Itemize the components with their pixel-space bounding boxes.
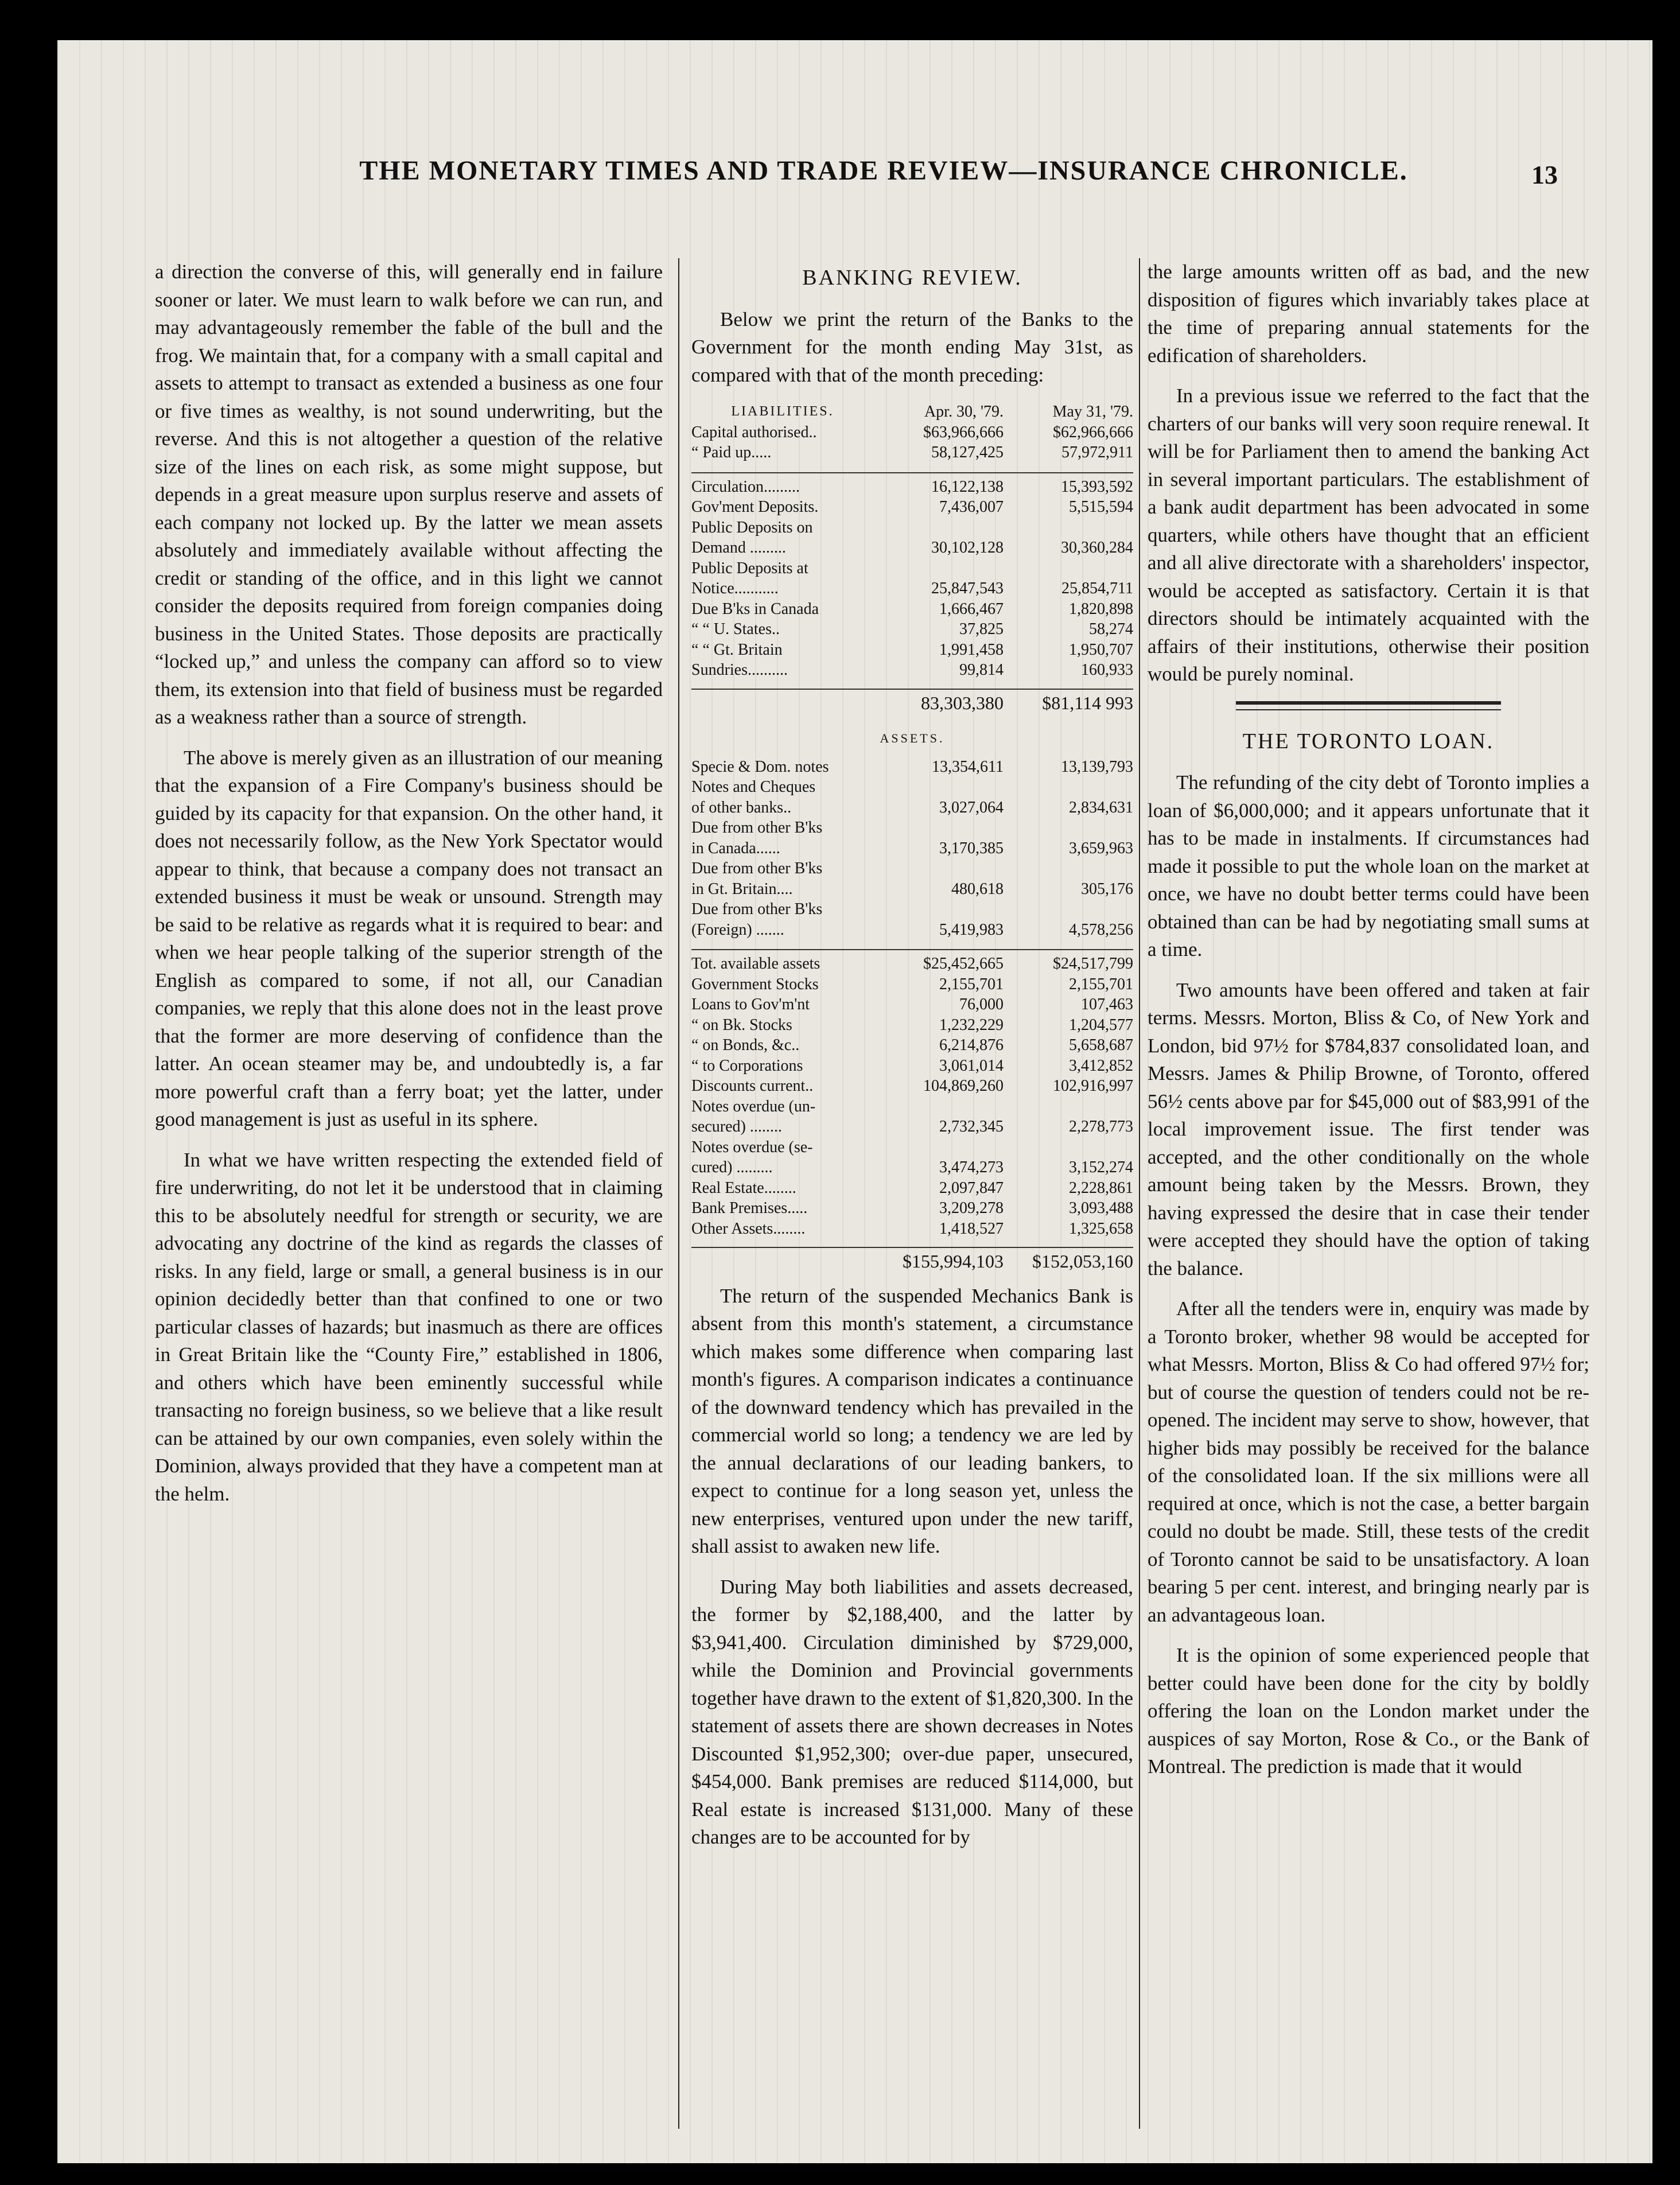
column-middle [691,258,1133,1864]
table-cell: 13,354,611 [932,757,1004,776]
table-cell: 480,618 [951,880,1004,898]
table-cell: 3,170,385 [939,839,1004,857]
table-row-label: “ on Bonds, &c.. [691,1036,800,1054]
table-cell: $81,114 993 [1042,692,1133,713]
table-row-label: Public Deposits at [691,559,808,577]
table-row-label: Notice........... [691,580,779,597]
table-row [691,974,1133,995]
column-left [155,258,663,1521]
table-cell: 104,869,260 [923,1077,1004,1095]
page-number: 13 [1531,160,1558,189]
table-cell: 83,303,380 [921,692,1004,713]
table-row [691,899,1133,920]
table-cell: 2,228,861 [1069,1179,1133,1197]
article-paragraph: The return of the suspended Mechanics Bank is absent from this month's statement, a circumstance which makes some difference when comparing last month's figures. A comparison indicates a continuance of the downward tendency which has prevailed in the commercial world so long; a tendency we are led by the annual declarations of our leading bankers, to expect to continue for a long season yet, unless the new enterprises, ventured upon under the new tariff, shall assist to awaken new life. [691,1284,1133,1557]
table-heading-liabilities: LIABILITIES. [731,404,834,419]
table-row [691,1117,1133,1137]
section-heading-banking-review: BANKING REVIEW. [802,266,1022,290]
table-cell: 1,418,527 [939,1219,1004,1238]
table-cell: 13,139,793 [1061,757,1133,776]
table-row [691,1178,1133,1199]
table-row-label: “ Paid up..... [691,444,772,461]
table-row-label: Capital authorised.. [691,423,817,441]
column-header-may: May 31, '79. [1052,403,1133,421]
capital-rows [691,422,1133,463]
table-row [691,1056,1133,1076]
table-cell: 3,027,064 [939,798,1004,817]
table-row-label: Sundries.......... [691,661,788,679]
table-row [691,818,1133,838]
table-cell: 2,834,631 [1069,798,1133,817]
table-cell: $24,517,799 [1053,955,1133,973]
table-cell: 1,325,658 [1069,1219,1133,1238]
table-row [691,858,1133,879]
article-paragraph: After all the tenders were in, enquiry was made by a Toronto broker, whether 98 would be accepted for what Messrs. Morton, Bliss & Co had offered 97½ for; but of course the question of tenders could not be re-opened. The incident may serve to show, however, that higher bids may possibly be received for the balance of the consolidated loan. If the six millions were all required at once, which is not the case, a better bargain could no doubt be made. Still, these tests of the credit of Toronto cannot be said to be unsatisfactory. A loan bearing 5 per cent. interest, and bringing nearly par is an advantageous loan. [1148,1297,1589,1626]
table-cell: 107,463 [1081,996,1133,1013]
table-row-label: Specie & Dom. notes [691,757,829,776]
column-divider [1139,258,1140,2129]
table-row [691,1076,1133,1097]
article-paragraph: a direction the converse of this, will generally end in failure sooner or later. We must learn to walk before we can run, and may advantageously remember the fable of the bull and the frog. We maintain that, for a company with a small capital and assets to attempt to transact as extended a business as one four or five times as wealthy, is not sound underwriting, but the reverse. And this is not altogether a question of the relative size of the lines on each risk, as some might suppose, but depends in a great measure upon surplus reserve and assets of each company not locked up. By the latter we mean assets absolutely and immediately available without affecting the credit or standing of the office, and in this light we cannot consider the deposits required from foreign companies doing business in the United States. Those deposits are practically “locked up,” and unless the company can afford so to view them, its extension into that field of business must be regarded as a weakness rather than a source of strength. [155,261,663,728]
table-row [691,578,1133,599]
table-row [691,994,1133,1015]
table-cell: 1,820,898 [1069,600,1133,618]
table-row [691,757,1133,777]
table-cell: 3,209,278 [939,1199,1004,1217]
table-cell: 3,659,963 [1069,839,1133,857]
table-row-label: Loans to Gov'm'nt [691,996,810,1013]
table-cell: 102,916,997 [1053,1077,1133,1095]
table-row [691,558,1133,579]
table-row-label: Notes overdue (un- [691,1097,816,1115]
table-cell: 25,847,543 [931,580,1004,597]
table-row-label: Due from other B'ks [691,819,823,837]
section-heading-toronto-loan: THE TORONTO LOAN. [1242,729,1495,753]
assets-total-row [691,1247,1133,1272]
table-row-label: Due from other B'ks [691,900,823,918]
table-cell: 2,732,345 [939,1118,1004,1136]
table-row [691,477,1133,497]
table-row [691,442,1133,463]
table-cell: $25,452,665 [923,955,1004,973]
table-row [691,1157,1133,1178]
table-cell: 3,093,488 [1069,1199,1133,1217]
table-row [691,599,1133,620]
table-row-label: of other banks.. [691,798,792,817]
table-row-label: Circulation......... [691,477,800,496]
table-cell: 30,360,284 [1061,539,1133,557]
table-row-label: Tot. available assets [691,955,820,973]
table-row-label: Due from other B'ks [691,860,823,877]
table-cell: $63,966,666 [923,423,1004,441]
section-divider [1236,709,1501,710]
liabilities-total-row [691,689,1133,714]
table-cell: 1,204,577 [1069,1016,1133,1034]
bank-return-table [691,402,1133,1272]
table-cell: 5,419,983 [939,920,1004,939]
table-row [691,497,1133,518]
article-paragraph: Below we print the return of the Banks to the Government for the month ending May 31st, as compared with that of the month preceding: [691,308,1133,386]
table-cell: 57,972,911 [1061,444,1133,461]
page-header [57,155,1652,207]
table-cell: 5,515,594 [1069,498,1133,516]
table-row-label: Due B'ks in Canada [691,600,819,618]
table-row [691,954,1133,974]
table-row [691,422,1133,443]
table-row-label: “ to Corporations [691,1056,803,1075]
article-paragraph: Two amounts have been offered and taken at fair terms. Messrs. Morton, Bliss & Co, of New York and London, bid 97½ for $784,837 consolidated loan, and Messrs. James & Philip Browne, of Toronto, offered 56½ cents above par for $45,000 out of $83,991 of the local improvement issue. The first tender was accepted, and the other conditionally on the whole amount being taken by the Messrs. Brown, they having expressed the desire that in case their tender were accepted they should have the option of taking the balance. [1148,978,1589,1280]
table-row-label: Notes and Cheques [691,778,816,796]
table-row-label: Gov'ment Deposits. [691,498,819,516]
table-row-label: Discounts current.. [691,1077,814,1095]
table-cell: 2,278,773 [1069,1118,1133,1136]
table-row-label: Real Estate........ [691,1179,796,1197]
article-paragraph: In a previous issue we referred to the fact that the charters of our banks will very soon require renewal. It will be for Parliament then to amend the banking Act in several important particulars. The establishment of a bank audit department has been advocated in some quarters, while others have thought that an efficient and all alive directorate with a shareholders' inspector, would be accepted as satisfactory. Certain it is that directors should be intimately acquainted with the affairs of their institutions, otherwise their position would be purely nominal. [1148,384,1589,685]
table-row-label: “ on Bk. Stocks [691,1016,792,1034]
article-paragraph: It is the opinion of some experienced people that better could have been done for the city by boldly offering the loan on the London market under the auspices of say Morton, Rose & Co., or the Bank of Montreal. The prediction is made that it would [1148,1644,1589,1778]
table-cell: $155,994,103 [903,1251,1004,1272]
table-row [691,838,1133,859]
table-row [691,1015,1133,1036]
article-paragraph: The refunding of the city debt of Toronto implies a loan of $6,000,000; and it appears unfortunate that it has to be made in instalments. If circumstances had made it possible to put the whole loan on the market at once, we have no doubt better terms could have been obtained than can be had by negotiating small sums at a time. [1148,771,1589,961]
table-cell: 2,097,847 [939,1179,1004,1197]
table-row-label: secured) ........ [691,1118,782,1136]
table-cell: 5,658,687 [1069,1036,1133,1054]
table-row-label: (Foreign) ....... [691,920,784,939]
table-row [691,1219,1133,1239]
table-cell: 3,152,274 [1069,1158,1133,1176]
table-cell: 3,474,273 [939,1158,1004,1176]
table-cell: 30,102,128 [931,539,1004,557]
article-paragraph: During May both liabilities and assets decreased, the former by $2,188,400, and the latter by $3,941,400. Circulation diminished by $729,000, while the Dominion and Provincial governments together have drawn to the extent of $1,820,300. In the statement of assets there are shown decreases in Notes Discounted $1,952,300; over-due paper, unsecured, $454,000. Bank premises are reduced $114,000, but Real estate is increased $131,000. Many of these changes are to be accounted for by [691,1575,1133,1848]
table-cell: 76,000 [959,996,1004,1013]
table-cell: 58,274 [1089,620,1133,638]
table-row-label: cured) ......... [691,1158,773,1176]
table-cell: 1,232,229 [939,1016,1004,1034]
table-row-label: Bank Premises..... [691,1199,808,1217]
table-row [691,920,1133,940]
table-row-label: Other Assets........ [691,1219,806,1238]
table-cell: 305,176 [1081,880,1133,898]
running-title: THE MONETARY TIMES AND TRADE REVIEW—INSURANCE CHRONICLE. [359,155,1408,186]
table-cell: 4,578,256 [1069,920,1133,939]
table-row [691,1035,1133,1056]
table-row-label: “ “ U. States.. [691,620,780,638]
article-paragraph: the large amounts written off as bad, and the new disposition of figures which invariably takes place at the time of preparing annual statements for the edification of shareholders. [1148,261,1589,367]
table-row-label: in Canada...... [691,839,780,857]
table-row [691,879,1133,900]
table-row [691,660,1133,681]
table-cell: 2,155,701 [939,975,1004,993]
table-cell: 1,666,467 [939,600,1004,618]
table-row [691,619,1133,640]
table-cell: 160,933 [1081,661,1133,679]
section-divider [1236,701,1501,705]
table-row-label: “ “ Gt. Britain [691,640,783,659]
table-cell: 15,393,592 [1061,477,1133,496]
table-row [691,518,1133,538]
table-row [691,1097,1133,1117]
table-row [691,1198,1133,1219]
table-cell: 1,950,707 [1069,640,1133,659]
table-cell: 37,825 [959,620,1004,638]
table-cell: $152,053,160 [1032,1251,1133,1272]
table-cell: $62,966,666 [1053,423,1133,441]
table-cell: 58,127,425 [931,444,1004,461]
table-row-label: Demand ......... [691,539,786,557]
asset-rows-2 [691,949,1133,1239]
table-row [691,777,1133,798]
column-divider [678,258,679,2129]
newspaper-page [57,40,1652,2163]
liability-rows [691,472,1133,681]
table-cell: 6,214,876 [939,1036,1004,1054]
table-row-label: Notes overdue (se- [691,1138,813,1156]
table-cell: 3,412,852 [1069,1056,1133,1075]
table-row-label: Government Stocks [691,975,819,993]
article-paragraph: In what we have written respecting the extended field of fire underwriting, do not let it be understood that in claiming this to be absolutely needful for strength or security, we are advocating any doctrine of the kind as regards the classes of risks. In any field, large or small, a general business is in our opinion decidedly better than that confined to one or two particular classes of hazards; but inasmuch as there are offices in Great Britain like the “County Fire,” established in 1806, and others which have been eminently successful while transacting no foreign business, so we believe that a like result can be attained by our own companies, even solely within the Dominion, always provided that they have a competent man at the helm. [155,1148,663,1505]
column-right [1148,258,1589,1794]
article-paragraph: The above is merely given as an illustration of our meaning that the expansion of a Fire Company's business should be guided by its capacity for that expansion. On the other hand, it does not necessarily follow, as the New York Spectator would appear to think, that because a company does not transact an extended business it must be weak or unsound. Strength may be said to be relative as regards what it is required to bear: and when we hear people talking of the superior strength of the English as compared to some, if not all, our Canadian companies, we reply that this alone does not in the least prove that the former are more deserving of confidence than the latter. An ocean steamer may be, and undoubtedly is, a far more powerful craft than a ferry boat; yet the latter, under good management is just as useful in its sphere. [155,746,663,1130]
table-cell: 16,122,138 [931,477,1004,496]
table-cell: 1,991,458 [939,640,1004,659]
table-cell: 99,814 [959,661,1004,679]
table-row-label: Public Deposits on [691,518,813,536]
table-heading-assets: ASSETS. [880,731,945,745]
table-row [691,640,1133,660]
table-cell: 7,436,007 [939,498,1004,516]
table-row [691,1137,1133,1158]
table-row-label: in Gt. Britain.... [691,880,793,898]
asset-rows [691,757,1133,940]
table-cell: 25,854,711 [1061,580,1133,597]
table-row [691,798,1133,818]
table-header-row [691,402,1133,422]
column-header-april: Apr. 30, '79. [924,403,1004,421]
table-cell: 3,061,014 [939,1056,1004,1075]
table-cell: 2,155,701 [1069,975,1133,993]
table-row [691,538,1133,558]
